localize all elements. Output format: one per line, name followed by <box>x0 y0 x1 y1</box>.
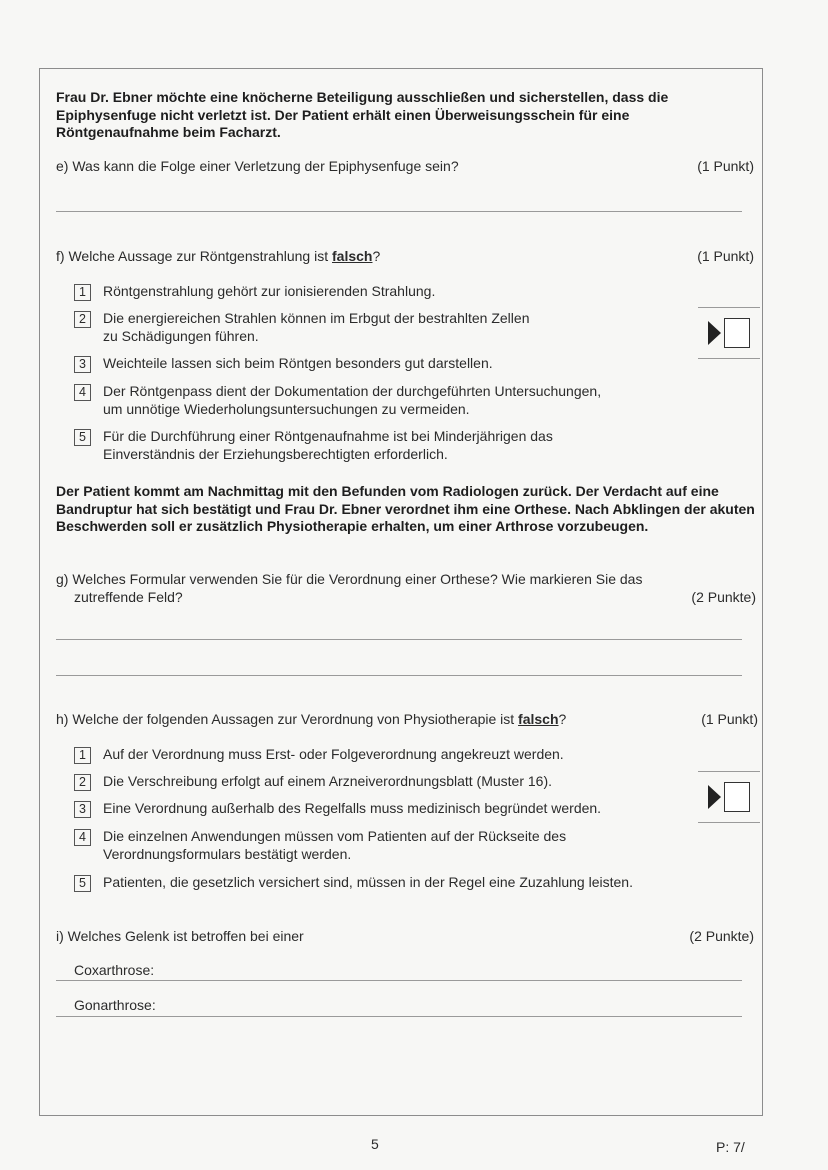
question-i-points: (2 Punkte) <box>689 928 754 944</box>
option-text: Auf der Verordnung muss Erst- oder Folgeverordnung angekreuzt werden. <box>103 746 564 762</box>
option-h-5 <box>74 874 633 892</box>
question-f-emphasis: falsch <box>332 248 373 264</box>
question-f-text <box>56 248 380 266</box>
answer-input-h[interactable] <box>724 782 750 812</box>
page-code: P: 7/ <box>716 1139 745 1155</box>
question-e-points: (1 Punkt) <box>697 158 754 174</box>
question-g-line1: g) Welches Formular verwenden Sie für die Verordnung einer Orthese? Wie markieren Sie das <box>56 571 643 587</box>
question-g-line2: zutreffende Feld? <box>74 588 183 605</box>
option-text: Patienten, die gesetzlich versichert sind, müssen in der Regel eine Zuzahlung leisten. <box>103 874 633 890</box>
option-h-2 <box>74 773 552 791</box>
question-i-text: i) Welches Gelenk ist betroffen bei einer <box>56 928 304 944</box>
option-number: 5 <box>74 429 91 446</box>
field-label-coxarthrose: Coxarthrose: <box>74 962 155 978</box>
answer-box-rule <box>698 771 760 772</box>
option-number: 5 <box>74 875 91 892</box>
answer-input-f[interactable] <box>724 318 750 348</box>
option-text-cont: um unnötige Wiederholungsuntersuchungen zu vermeiden. <box>103 400 470 417</box>
option-number: 3 <box>74 356 91 373</box>
intro-paragraph-1: Frau Dr. Ebner möchte eine knöcherne Beteiligung ausschließen und sicherstellen, dass die Epiphysenfuge nicht verletzt ist. Der Patient erhält einen Überweisungsschein für eine Röntgenaufnahme beim Facharzt. <box>56 89 669 140</box>
intro-paragraph-2: Der Patient kommt am Nachmittag mit den Befunden vom Radiologen zurück. Der Verdacht auf eine Bandruptur hat sich bestätigt und Frau Dr. Ebner verordnet ihm eine Orthese. Nach Abklingen der akuten Beschwerden soll er zusätzlich Physiotherapie erhalten, um einer Arthrose vorzubeugen. <box>56 483 755 534</box>
option-text: Der Röntgenpass dient der Dokumentation der durchgeführten Untersuchungen, <box>103 383 602 399</box>
question-f-points: (1 Punkt) <box>697 248 754 264</box>
option-h-1 <box>74 746 564 764</box>
answer-line-coxarthrose[interactable] <box>56 980 742 981</box>
question-f-prefix: f) Welche Aussage zur Röntgenstrahlung ist <box>56 248 333 264</box>
option-number: 4 <box>74 829 91 846</box>
option-text: Röntgenstrahlung gehört zur ionisierenden Strahlung. <box>103 283 436 299</box>
option-text-cont: Einverständnis der Erziehungsberechtigten erforderlich. <box>103 445 448 462</box>
question-h-emphasis: falsch <box>518 711 559 727</box>
option-number: 2 <box>74 311 91 328</box>
option-number: 2 <box>74 774 91 791</box>
field-label-gonarthrose: Gonarthrose: <box>74 997 156 1013</box>
pointer-triangle-icon <box>708 321 721 345</box>
question-e-text: e) Was kann die Folge einer Verletzung der Epiphysenfuge sein? <box>56 158 459 174</box>
question-g-points: (2 Punkte) <box>691 589 756 605</box>
option-h-4 <box>74 828 566 863</box>
option-number: 1 <box>74 284 91 301</box>
option-f-3 <box>74 355 493 373</box>
option-f-2 <box>74 310 529 345</box>
option-text: Weichteile lassen sich beim Röntgen besonders gut darstellen. <box>103 355 493 371</box>
option-text: Für die Durchführung einer Röntgenaufnahme ist bei Minderjährigen das <box>103 428 553 444</box>
answer-box-rule <box>698 358 760 359</box>
question-h-suffix: ? <box>558 711 567 727</box>
option-text-cont: Verordnungsformulars bestätigt werden. <box>103 845 352 862</box>
answer-line-g-2[interactable] <box>56 675 742 676</box>
option-text: Die energiereichen Strahlen können im Erbgut der bestrahlten Zellen <box>103 310 530 326</box>
option-number: 4 <box>74 384 91 401</box>
option-f-5 <box>74 428 553 463</box>
page-number: 5 <box>371 1136 379 1152</box>
option-text: Die einzelnen Anwendungen müssen vom Patienten auf der Rückseite des <box>103 828 567 844</box>
option-text-cont: zu Schädigungen führen. <box>103 327 259 344</box>
answer-box-rule <box>698 822 760 823</box>
answer-line-e[interactable] <box>56 211 742 212</box>
question-h-prefix: h) Welche der folgenden Aussagen zur Verordnung von Physiotherapie ist <box>56 711 519 727</box>
pointer-triangle-icon <box>708 785 721 809</box>
answer-box-rule <box>698 307 760 308</box>
option-text: Eine Verordnung außerhalb des Regelfalls muss medizinisch begründet werden. <box>103 800 602 816</box>
option-text: Die Verschreibung erfolgt auf einem Arzneiverordnungsblatt (Muster 16). <box>103 773 553 789</box>
question-f-suffix: ? <box>372 248 381 264</box>
option-h-3 <box>74 800 601 818</box>
answer-line-g-1[interactable] <box>56 639 742 640</box>
answer-line-gonarthrose[interactable] <box>56 1016 742 1017</box>
option-number: 1 <box>74 747 91 764</box>
option-number: 3 <box>74 801 91 818</box>
answer-box-f <box>698 307 760 359</box>
question-h-text <box>56 711 566 729</box>
question-h-points: (1 Punkt) <box>701 711 758 727</box>
answer-box-h <box>698 771 760 823</box>
option-f-4 <box>74 383 601 418</box>
option-f-1 <box>74 283 435 301</box>
